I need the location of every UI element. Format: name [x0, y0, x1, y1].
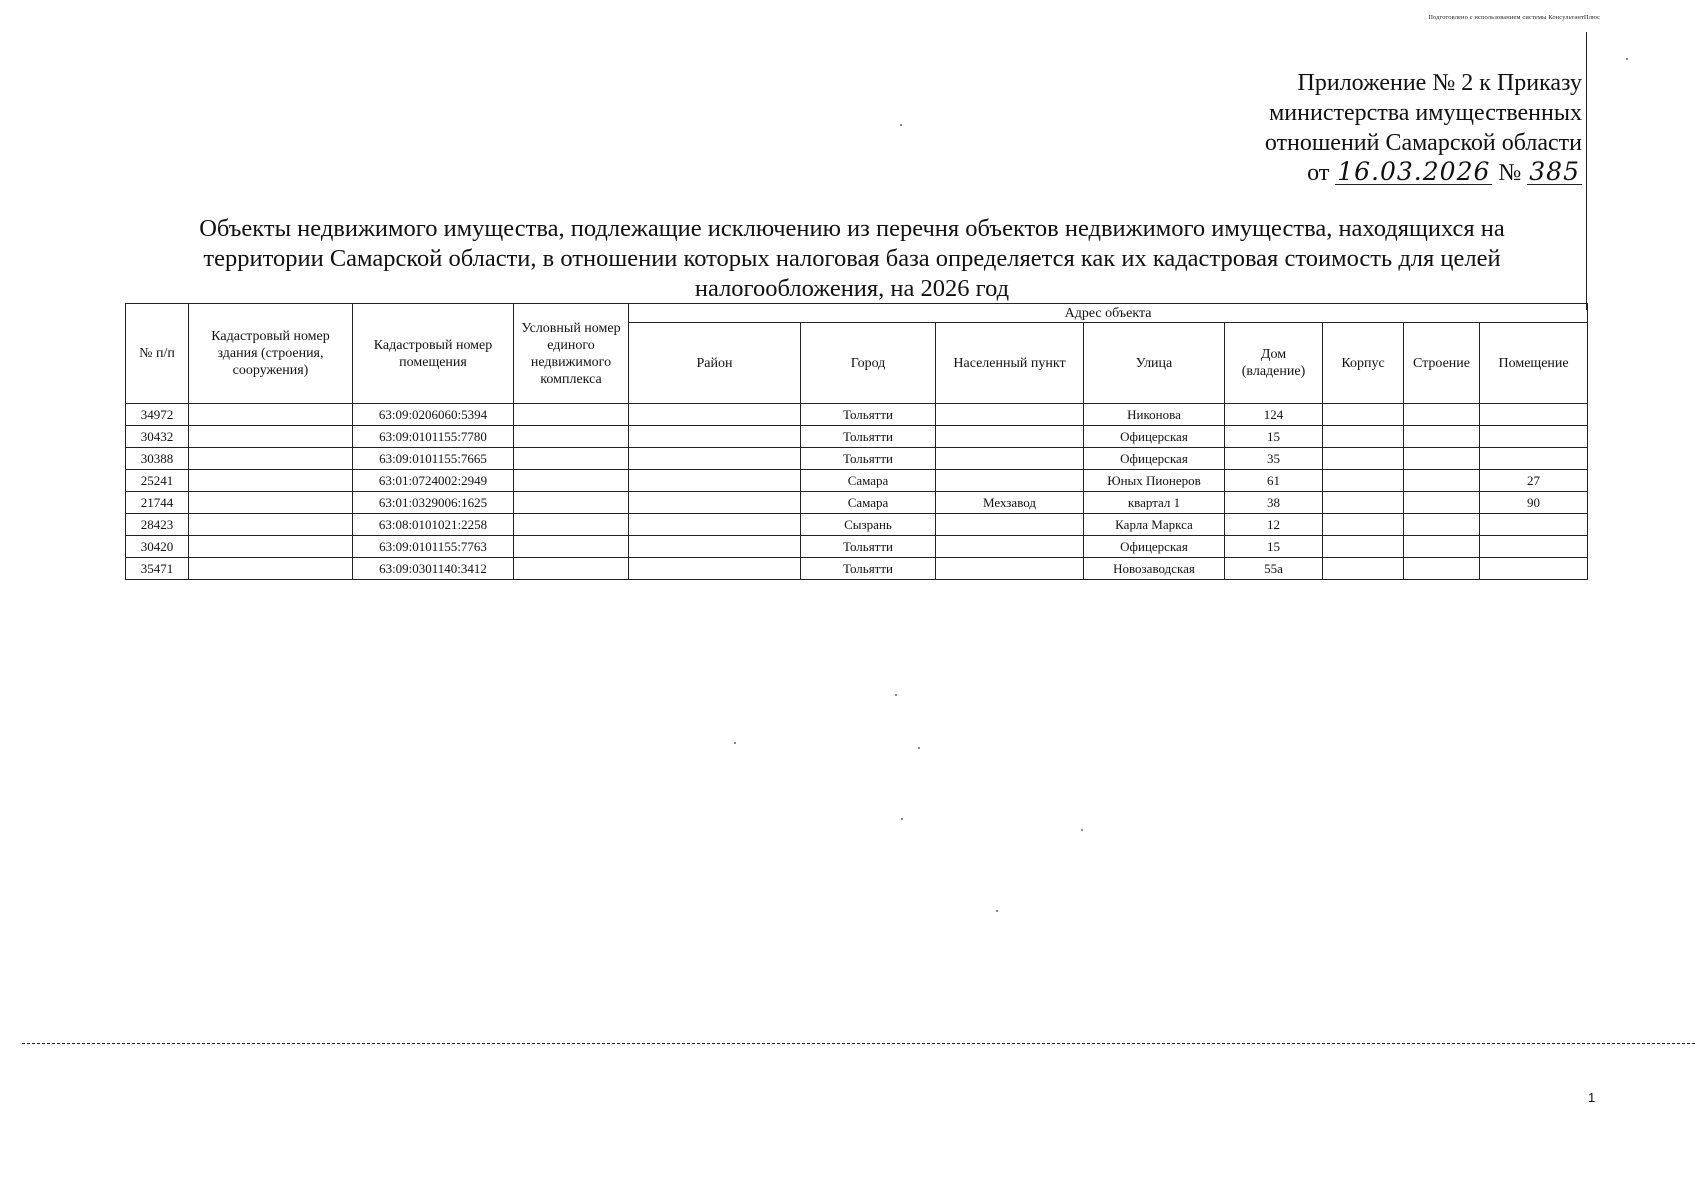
appendix-block	[1265, 68, 1582, 188]
cell-conditional	[514, 536, 629, 558]
cell-num: 21744	[126, 492, 189, 514]
header-city: Город	[801, 323, 936, 404]
cell-num: 35471	[126, 558, 189, 580]
cell-korpus	[1323, 448, 1404, 470]
appendix-line-1: Приложение № 2 к Приказу	[1297, 70, 1582, 96]
cell-num: 30420	[126, 536, 189, 558]
header-premises-cadastral: Кадастровый номер помещения	[353, 304, 514, 404]
table-row	[126, 514, 1588, 536]
scan-speck	[1626, 58, 1628, 60]
cell-korpus	[1323, 558, 1404, 580]
cell-building	[189, 558, 353, 580]
cell-structure	[1404, 448, 1480, 470]
scan-speck	[918, 747, 920, 749]
cell-settlement	[936, 536, 1084, 558]
cell-city: Тольятти	[801, 426, 936, 448]
title-line-1: Объекты недвижимого имущества, подлежащие исключению из перечня объектов недвижимого имущества, находящихся на	[199, 215, 1505, 242]
appendix-line-3: отношений Самарской области	[1264, 130, 1582, 156]
scan-speck	[996, 910, 998, 912]
cell-korpus	[1323, 426, 1404, 448]
cell-house: 35	[1225, 448, 1323, 470]
cell-district	[629, 558, 801, 580]
cell-district	[629, 404, 801, 426]
table-row	[126, 404, 1588, 426]
cell-num: 30432	[126, 426, 189, 448]
cell-district	[629, 470, 801, 492]
cell-conditional	[514, 470, 629, 492]
cell-premises: 27	[1480, 470, 1588, 492]
cell-structure	[1404, 426, 1480, 448]
cell-korpus	[1323, 514, 1404, 536]
cell-house: 15	[1225, 426, 1323, 448]
header-premises: Помещение	[1480, 323, 1588, 404]
cell-house: 61	[1225, 470, 1323, 492]
cell-conditional	[514, 448, 629, 470]
header-conditional-number: Условный номер единого недвижимого комплекса	[514, 304, 629, 404]
cell-structure	[1404, 492, 1480, 514]
cell-street: Новозаводская	[1084, 558, 1225, 580]
cell-structure	[1404, 558, 1480, 580]
cell-settlement: Мехзавод	[936, 492, 1084, 514]
header-district: Район	[629, 323, 801, 404]
page-number: 1	[1588, 1090, 1596, 1105]
cell-building	[189, 470, 353, 492]
cell-settlement	[936, 426, 1084, 448]
date-prefix: от	[1307, 160, 1330, 186]
header-settlement: Населенный пункт	[936, 323, 1084, 404]
cell-building	[189, 492, 353, 514]
cell-premises-cad: 63:01:0329006:1625	[353, 492, 514, 514]
cell-premises-cad: 63:01:0724002:2949	[353, 470, 514, 492]
cell-street: Никонова	[1084, 404, 1225, 426]
header-house: Дом (владение)	[1225, 323, 1323, 404]
cell-street: Офицерская	[1084, 448, 1225, 470]
cell-conditional	[514, 404, 629, 426]
cell-city: Тольятти	[801, 536, 936, 558]
header-structure: Строение	[1404, 323, 1480, 404]
cell-premises-cad: 63:09:0101155:7665	[353, 448, 514, 470]
cell-premises-cad: 63:09:0101155:7780	[353, 426, 514, 448]
consultant-plus-note: Подготовлено с использованием системы КонсультантПлюс	[1428, 14, 1600, 21]
title-line-2: территории Самарской области, в отношении которых налоговая база определяется как их кадастровая стоимость для целей	[203, 245, 1501, 272]
cell-house: 15	[1225, 536, 1323, 558]
cell-conditional	[514, 492, 629, 514]
header-address-group: Адрес объекта	[629, 304, 1588, 323]
cell-street: Карла Маркса	[1084, 514, 1225, 536]
table-row	[126, 448, 1588, 470]
header-street: Улица	[1084, 323, 1225, 404]
cell-building	[189, 536, 353, 558]
table-row	[126, 470, 1588, 492]
cell-num: 34972	[126, 404, 189, 426]
cell-district	[629, 514, 801, 536]
cell-street: Офицерская	[1084, 536, 1225, 558]
scan-speck	[900, 124, 902, 126]
handwritten-date: 16.03.2026	[1337, 157, 1491, 186]
cell-building	[189, 404, 353, 426]
bottom-divider	[22, 1043, 1695, 1044]
appendix-date-line	[1265, 158, 1582, 188]
scan-speck	[895, 694, 897, 696]
table-row	[126, 536, 1588, 558]
table-row	[126, 558, 1588, 580]
cell-structure	[1404, 514, 1480, 536]
property-table	[125, 303, 1588, 580]
cell-premises	[1480, 448, 1588, 470]
cell-district	[629, 448, 801, 470]
margin-line	[1586, 32, 1587, 310]
cell-building	[189, 426, 353, 448]
table-body	[126, 404, 1588, 580]
cell-city: Самара	[801, 492, 936, 514]
cell-korpus	[1323, 470, 1404, 492]
header-korpus: Корпус	[1323, 323, 1404, 404]
appendix-line-2: министерства имущественных	[1269, 100, 1582, 126]
cell-premises	[1480, 558, 1588, 580]
cell-house: 124	[1225, 404, 1323, 426]
cell-district	[629, 536, 801, 558]
table-row	[126, 426, 1588, 448]
cell-street: квартал 1	[1084, 492, 1225, 514]
header-num: № п/п	[126, 304, 189, 404]
cell-street: Юных Пионеров	[1084, 470, 1225, 492]
cell-structure	[1404, 404, 1480, 426]
cell-house: 12	[1225, 514, 1323, 536]
cell-building	[189, 514, 353, 536]
title-line-3: налогообложения, на 2026 год	[694, 275, 1010, 302]
cell-premises-cad: 63:08:0101021:2258	[353, 514, 514, 536]
cell-premises	[1480, 426, 1588, 448]
cell-korpus	[1323, 536, 1404, 558]
cell-house: 55а	[1225, 558, 1323, 580]
cell-house: 38	[1225, 492, 1323, 514]
cell-num: 28423	[126, 514, 189, 536]
handwritten-number: 385	[1529, 157, 1580, 186]
cell-city: Тольятти	[801, 558, 936, 580]
header-building-cadastral: Кадастровый номер здания (строения, сооружения)	[189, 304, 353, 404]
cell-structure	[1404, 536, 1480, 558]
cell-street: Офицерская	[1084, 426, 1225, 448]
cell-building	[189, 448, 353, 470]
cell-premises-cad: 63:09:0206060:5394	[353, 404, 514, 426]
cell-korpus	[1323, 404, 1404, 426]
cell-korpus	[1323, 492, 1404, 514]
scan-speck	[1081, 829, 1083, 831]
cell-premises: 90	[1480, 492, 1588, 514]
cell-city: Тольятти	[801, 448, 936, 470]
cell-conditional	[514, 558, 629, 580]
table-row	[126, 492, 1588, 514]
cell-num: 30388	[126, 448, 189, 470]
cell-conditional	[514, 426, 629, 448]
cell-premises-cad: 63:09:0101155:7763	[353, 536, 514, 558]
cell-settlement	[936, 448, 1084, 470]
cell-city: Самара	[801, 470, 936, 492]
cell-settlement	[936, 470, 1084, 492]
cell-city: Тольятти	[801, 404, 936, 426]
scan-speck	[734, 742, 736, 744]
document-title	[170, 214, 1534, 304]
scan-speck	[901, 818, 903, 820]
cell-premises	[1480, 404, 1588, 426]
cell-settlement	[936, 404, 1084, 426]
cell-num: 25241	[126, 470, 189, 492]
cell-district	[629, 492, 801, 514]
number-prefix: №	[1498, 160, 1522, 186]
cell-structure	[1404, 470, 1480, 492]
cell-conditional	[514, 514, 629, 536]
cell-premises	[1480, 514, 1588, 536]
cell-premises	[1480, 536, 1588, 558]
cell-city: Сызрань	[801, 514, 936, 536]
cell-settlement	[936, 558, 1084, 580]
cell-district	[629, 426, 801, 448]
cell-settlement	[936, 514, 1084, 536]
cell-premises-cad: 63:09:0301140:3412	[353, 558, 514, 580]
